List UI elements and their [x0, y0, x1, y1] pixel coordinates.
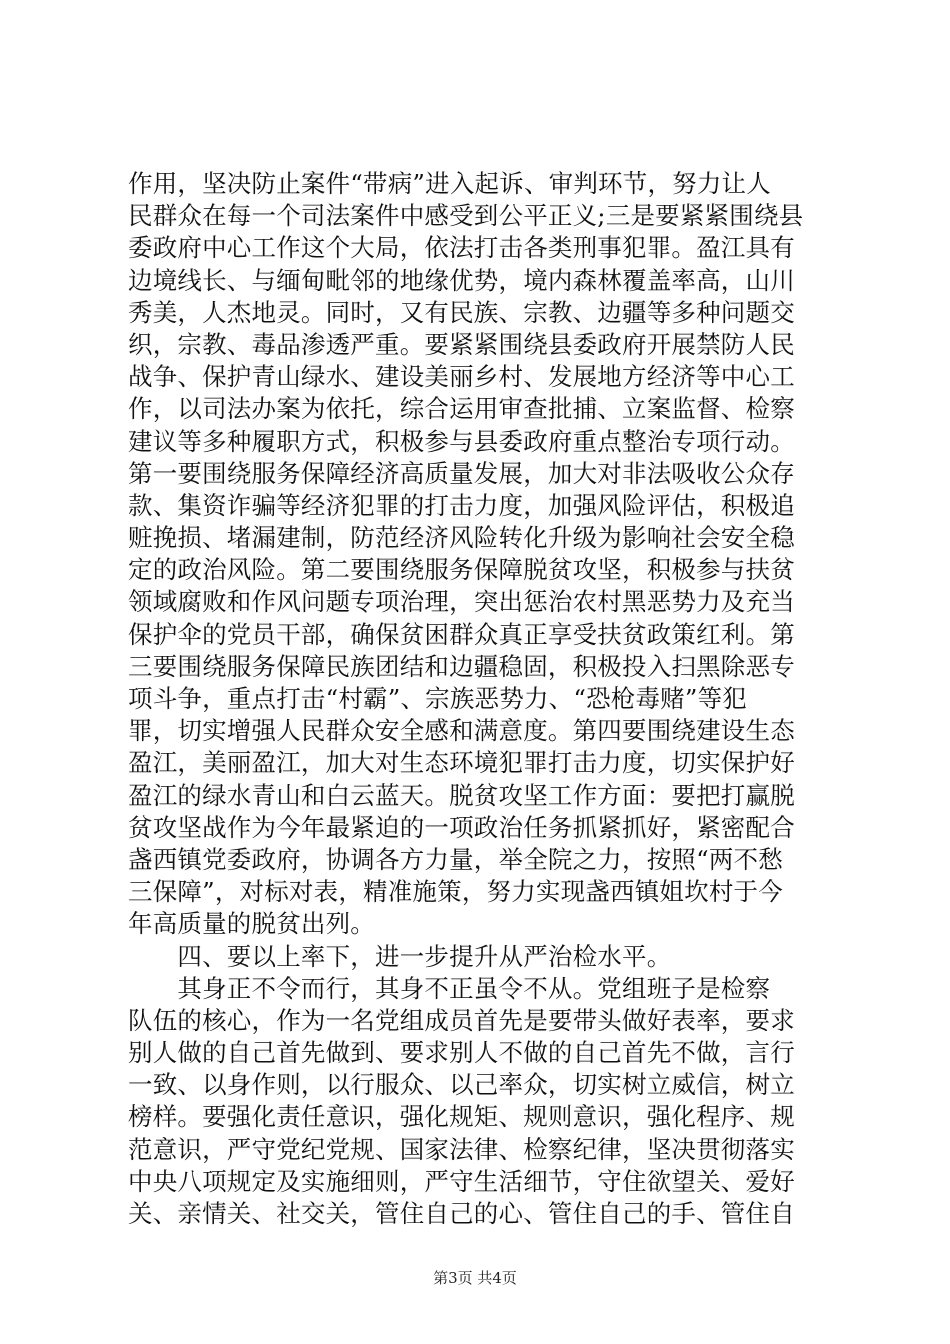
text-line: 年高质量的脱贫出列。 [128, 909, 375, 939]
text-line: 领域腐败和作风问题专项治理，突出惩治农村黑恶势力及充当 [128, 587, 795, 617]
text-line: 范意识，严守党纪党规、国家法律、检察纪律，坚决贯彻落实 [128, 1134, 795, 1164]
text-line: 贫攻坚战作为今年最紧迫的一项政治任务抓紧抓好，紧密配合 [128, 812, 795, 842]
text-line: 盏西镇党委政府，协调各方力量，举全院之力，按照“两不愁 [128, 844, 783, 874]
text-line: 队伍的核心，作为一名党组成员首先是要带头做好表率，要求 [128, 1005, 795, 1035]
text-line: 织，宗教、毒品渗透严重。要紧紧围绕县委政府开展禁防人民 [128, 329, 795, 359]
text-line: 盈江的绿水青山和白云蓝天。脱贫攻坚工作方面：要把打赢脱 [128, 780, 795, 810]
text-line: 款、集资诈骗等经济犯罪的打击力度，加强风险评估，积极追 [128, 490, 795, 520]
text-line: 民群众在每一个司法案件中感受到公平正义;三是要紧紧围绕县 [128, 201, 804, 231]
text-line: 关、亲情关、社交关，管住自己的心、管住自己的手、管住自 [128, 1199, 795, 1228]
text-line: 赃挽损、堵漏建制，防范经济风险转化升级为影响社会安全稳 [128, 523, 795, 553]
text-line: 其身正不令而行，其身不正虽令不从。党组班子是检察 [128, 973, 771, 1003]
text-line: 建议等多种履职方式，积极参与县委政府重点整治专项行动。 [128, 426, 795, 456]
text-line: 秀美，人杰地灵。同时，又有民族、宗教、边疆等多种问题交 [128, 297, 795, 327]
text-line: 作用，坚决防止案件“带病”进入起诉、审判环节，努力让人 [128, 169, 771, 198]
text-line: 三要围绕服务保障民族团结和边疆稳固，积极投入扫黑除恶专 [128, 651, 795, 681]
text-line: 项斗争，重点打击“村霸”、宗族恶势力、“恐枪毒赌”等犯 [128, 684, 747, 713]
text-line: 作，以司法办案为依托，综合运用审查批捕、立案监督、检察 [128, 394, 795, 424]
text-line: 罪，切实增强人民群众安全感和满意度。第四要围绕建设生态 [128, 716, 795, 746]
text-line: 榜样。要强化责任意识，强化规矩、规则意识，强化程序、规 [128, 1102, 795, 1132]
text-line: 第一要围绕服务保障经济高质量发展，加大对非法吸收公众存 [128, 458, 795, 488]
text-line: 盈江，美丽盈江，加大对生态环境犯罪打击力度，切实保护好 [128, 748, 795, 778]
text-line: 边境线长、与缅甸毗邻的地缘优势，境内森林覆盖率高，山川 [128, 265, 795, 295]
text-line: 定的政治风险。第二要围绕服务保障脱贫攻坚，积极参与扶贫 [128, 555, 795, 585]
text-line: 一致、以身作则，以行服众、以己率众，切实树立威信，树立 [128, 1070, 795, 1100]
text-line: 四、要以上率下，进一步提升从严治检水平。 [128, 941, 672, 971]
text-line: 中央八项规定及实施细则，严守生活细节，守住欲望关、爱好 [128, 1166, 795, 1196]
body-text [128, 168, 828, 1230]
text-line: 保护伞的党员干部，确保贫困群众真正享受扶贫政策红利。第 [128, 619, 795, 649]
text-line: 战争、保护青山绿水、建设美丽乡村、发展地方经济等中心工 [128, 362, 795, 392]
text-line: 别人做的自己首先做到、要求别人不做的自己首先不做，言行 [128, 1038, 795, 1068]
text-line: 委政府中心工作这个大局，依法打击各类刑事犯罪。盈江具有 [128, 233, 795, 263]
text-line: 三保障”，对标对表，精准施策，努力实现盏西镇姐坎村于今 [128, 877, 783, 907]
page-footer: 第3页 共4页 [433, 1269, 517, 1287]
